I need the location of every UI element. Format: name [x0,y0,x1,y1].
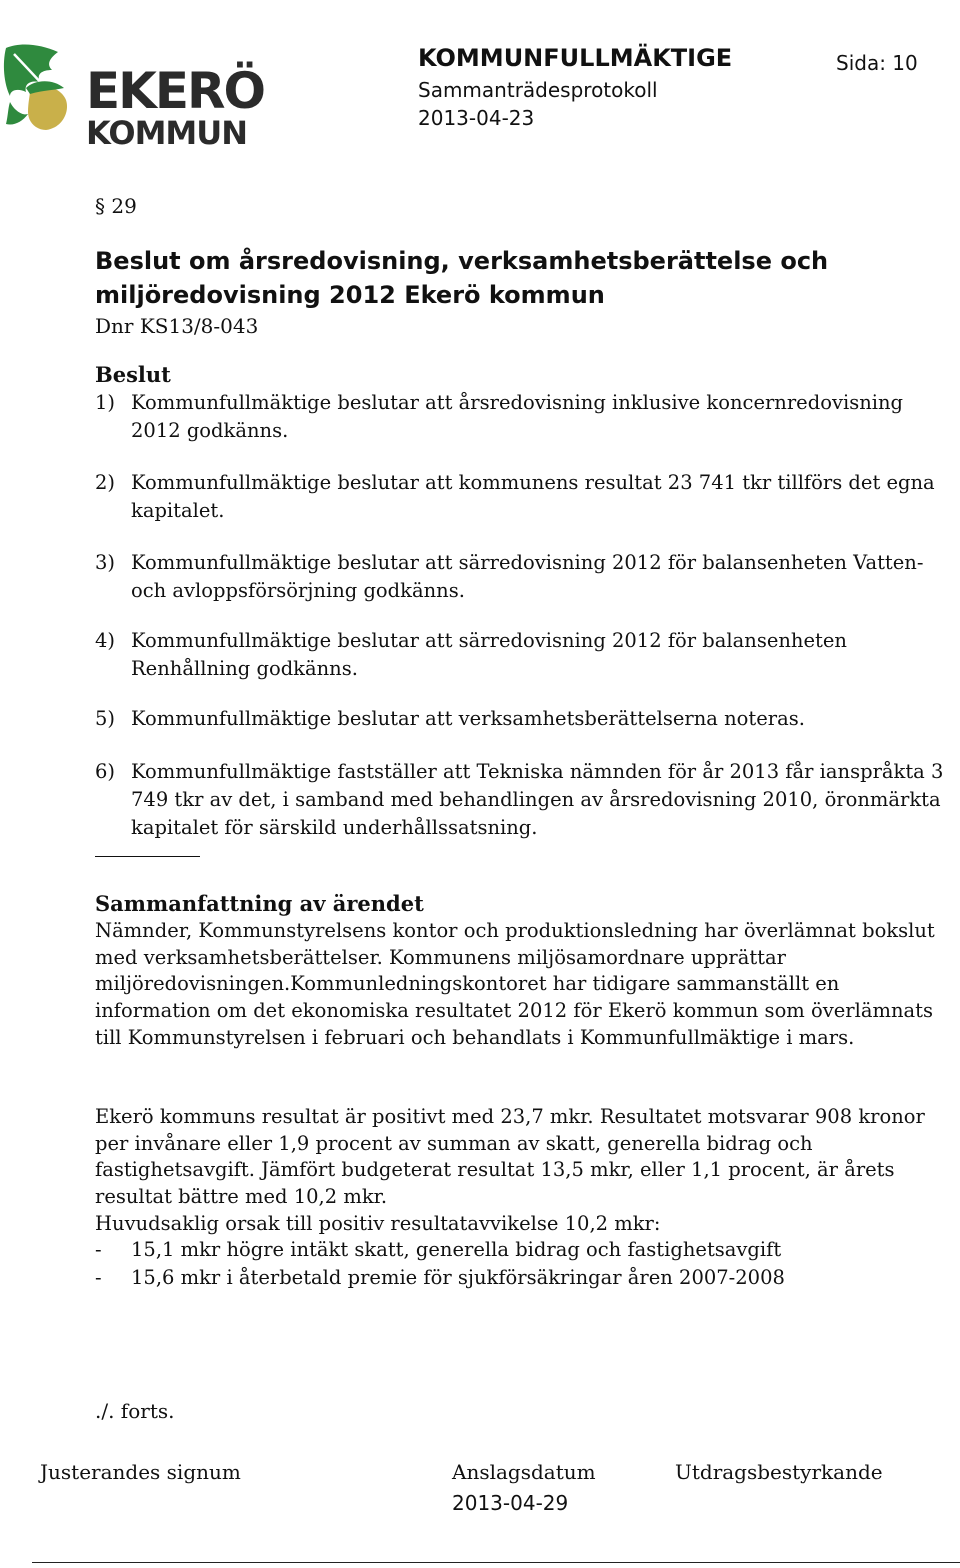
case-number: Dnr KS13/8-043 [95,314,259,338]
beslut-item-number: 3) [95,551,116,574]
summary-paragraph: Ekerö kommuns resultat är positivt med 23,7 mkr. Resultatet motsvarar 908 kronor per invånare eller 1,9 procent av summan av skatt, generella bidrag och fastighetsavgift. Jämfört budgeterat resultat 13,5 mkr, eller 1,1 procent, är årets resultat bättre med 10,2 mkr. [95,1105,925,1209]
footer-anslagsdatum: Anslagsdatum [452,1460,596,1484]
list-item-text: 15,6 mkr i återbetald premie för sjukförsäkringar åren 2007-2008 [131,1266,785,1289]
beslut-item [95,549,957,605]
beslut-item-number: 5) [95,707,116,730]
summary-paragraph: Nämnder, Kommunstyrelsens kontor och produktionsledning har överlämnat bokslut med verksamhetsberättelser. Kommunens miljösamordnare upprättar miljöredovisningen.Kommunledningskontoret har tidigare sammanställt en information om det ekonomiska resultatet 2012 för Ekerö kommun som överlämnats till Kommunstyrelsen i februari och behandlats i Kommunfullmäktige i mars. [95,919,935,1049]
footer-line [32,1562,960,1563]
beslut-item-text: Kommunfullmäktige beslutar att årsredovisning inklusive koncernredovisning 2012 godkänns. [131,391,904,442]
beslut-item-number: 1) [95,391,116,414]
beslut-item [95,627,957,683]
footer-utdragsbestyrkande: Utdragsbestyrkande [675,1460,883,1484]
paragraph-number: § 29 [95,194,137,218]
section-divider [95,856,200,857]
beslut-item-number: 4) [95,629,116,652]
beslut-heading: Beslut [95,362,171,387]
page-title: Beslut om årsredovisning, verksamhetsberättelse och miljöredovisning 2012 Ekerö kommun [95,247,829,309]
beslut-item [95,705,957,733]
beslut-item-text: Kommunfullmäktige beslutar att kommunens resultat 23 741 tkr tillförs det egna kapitalet. [131,471,935,522]
summary-paragraph: Huvudsaklig orsak till positiv resultatavvikelse 10,2 mkr: [95,1212,661,1235]
oak-leaf-acorn-icon [0,40,80,136]
beslut-item [95,389,957,445]
bullet-marker: - [95,1238,102,1261]
bullet-marker: - [95,1266,102,1289]
page-number: Sida: 10 [836,51,918,75]
document-header-subtitle: Sammanträdesprotokoll [418,78,658,102]
beslut-item-text: Kommunfullmäktige beslutar att verksamhetsberättelserna noteras. [131,707,805,730]
logo-text-ekero: EKERÖ [86,62,265,120]
beslut-item-number: 6) [95,760,116,783]
list-item-text: 15,1 mkr högre intäkt skatt, generella bidrag och fastighetsavgift [131,1238,782,1261]
footer-justerandes-signum: Justerandes signum [40,1460,241,1484]
document-header-date: 2013-04-23 [418,106,535,130]
logo-text-kommun: KOMMUN [86,114,248,152]
beslut-item-text: Kommunfullmäktige fastställer att Tekniska nämnden för år 2013 får ianspråkta 3 749 tkr av det, i samband med behandlingen av årsredovisning 2010, öronmärkta kapitalet för särskild underhållssatsning. [131,760,944,839]
ekero-kommun-logo [0,40,270,152]
document-header-title: KOMMUNFULLMÄKTIGE [418,44,733,72]
footer-anslagsdatum-value: 2013-04-29 [452,1491,569,1515]
beslut-item-text: Kommunfullmäktige beslutar att särredovisning 2012 för balansenheten Vatten- och avloppsförsörjning godkänns. [131,551,924,602]
summary-heading: Sammanfattning av ärendet [95,891,424,916]
continued-note: ./. forts. [95,1399,175,1423]
beslut-item-text: Kommunfullmäktige beslutar att särredovisning 2012 för balansenheten Renhållning godkänns. [131,629,847,680]
beslut-item [95,758,957,842]
beslut-item [95,469,957,525]
beslut-item-number: 2) [95,471,116,494]
